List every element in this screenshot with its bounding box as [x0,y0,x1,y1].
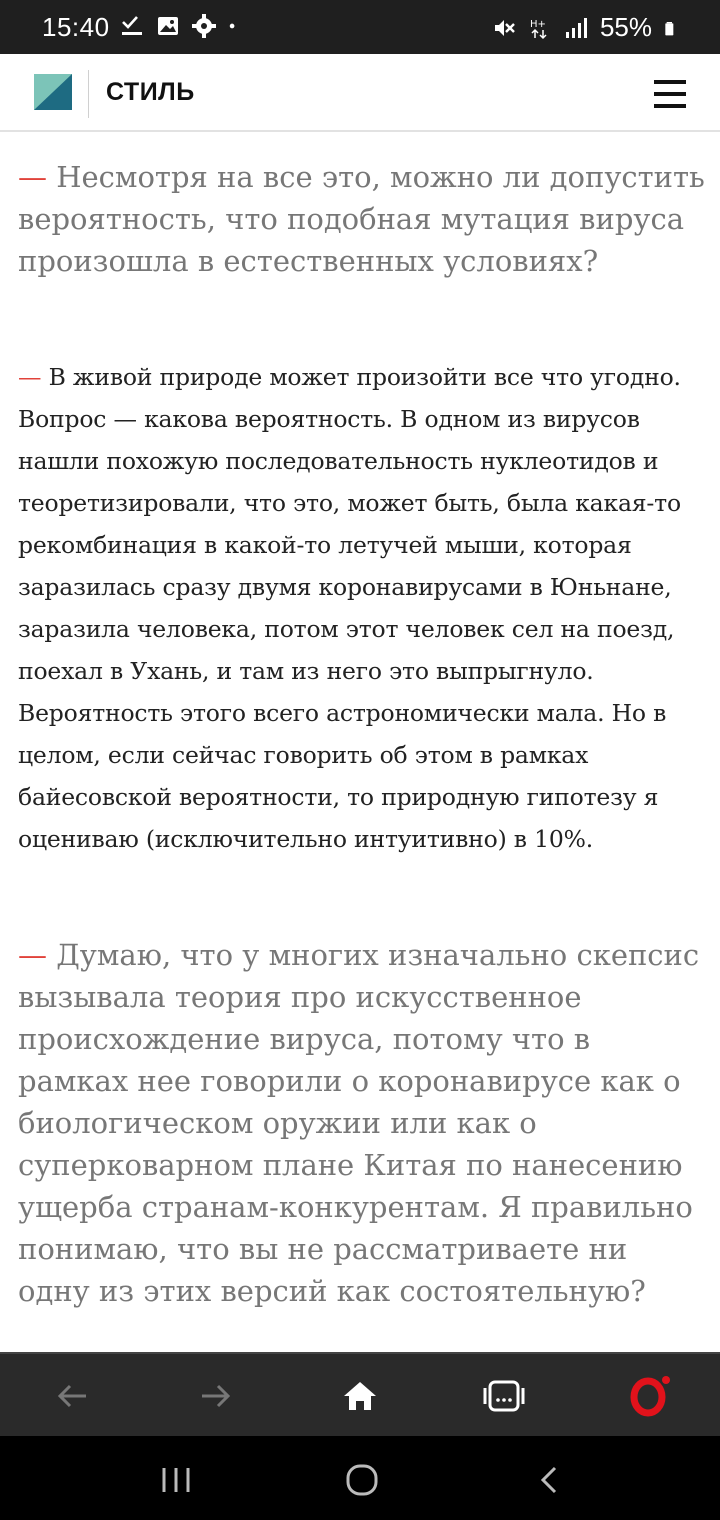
header-divider [88,70,89,118]
back-chevron-icon[interactable] [528,1458,572,1502]
back-arrow-icon[interactable] [48,1372,96,1420]
status-bar [0,0,720,54]
signal-icon [564,16,588,40]
download-done-icon [120,14,144,38]
system-navigation-bar [0,1436,720,1520]
tabs-icon[interactable] [480,1372,528,1420]
settings-icon [192,14,216,38]
mute-icon [492,16,516,40]
dot-icon [228,14,242,38]
hamburger-menu-icon[interactable] [654,80,686,108]
battery-icon [664,16,680,40]
question-text: Думаю, что у многих изначально скепсис вызывала теория про искусственное происхождение вируса, потому что в рамках нее говорили о коронавирусе как о биологическом оружии или как о суперковарном плане Китая по нанесению ущерба странам-конкурентам. Я правильно понимаю, что вы не рассматриваете ни одну из этих версий как состоятельную? [18,938,700,1308]
status-time: 15:40 [42,12,110,42]
section-title[interactable]: СТИЛЬ [106,78,195,106]
site-header [0,54,720,132]
svg-text:H+: H+ [529,18,546,30]
answer-text: В живой природе может произойти все что угодно. Вопрос — какова вероятность. В одном из вирусов нашли похожую последовательность нуклеотидов и теоретизировали, что это, может быть, была какая-то рекомбинация в какой-то летучей мыши, которая заразилась сразу двумя коронавирусами в Юньнане, заразила человека, потом этот человек сел на поезд, поехал в Ухань, и там из него это выпрыгнуло. Вероятность этого всего астрономически мала. Но в целом, если сейчас говорить об этом в рамках байесовской вероятности, то природную гипотезу я оцениваю (исключительно интуитивно) в 10%. [18,363,681,853]
gallery-icon [156,14,180,38]
home-circle-icon[interactable] [340,1458,384,1502]
question-text: Несмотря на все это, можно ли допустить вероятность, что подобная мутация вируса произошла в естественных условиях? [18,160,705,278]
home-icon[interactable] [336,1372,384,1420]
battery-percent: 55% [599,12,652,42]
question-dash: — [18,938,47,972]
interview-answer [18,356,708,860]
answer-dash: — [18,363,42,391]
opera-icon[interactable] [624,1372,672,1420]
hplus-data-icon [528,16,552,40]
site-logo[interactable] [34,74,72,110]
question-dash: — [18,160,47,194]
forward-arrow-icon[interactable] [192,1372,240,1420]
browser-toolbar [0,1352,720,1436]
article-body [18,132,708,1352]
recents-icon[interactable] [154,1458,198,1502]
interview-question [18,156,708,282]
interview-question [18,934,708,1312]
